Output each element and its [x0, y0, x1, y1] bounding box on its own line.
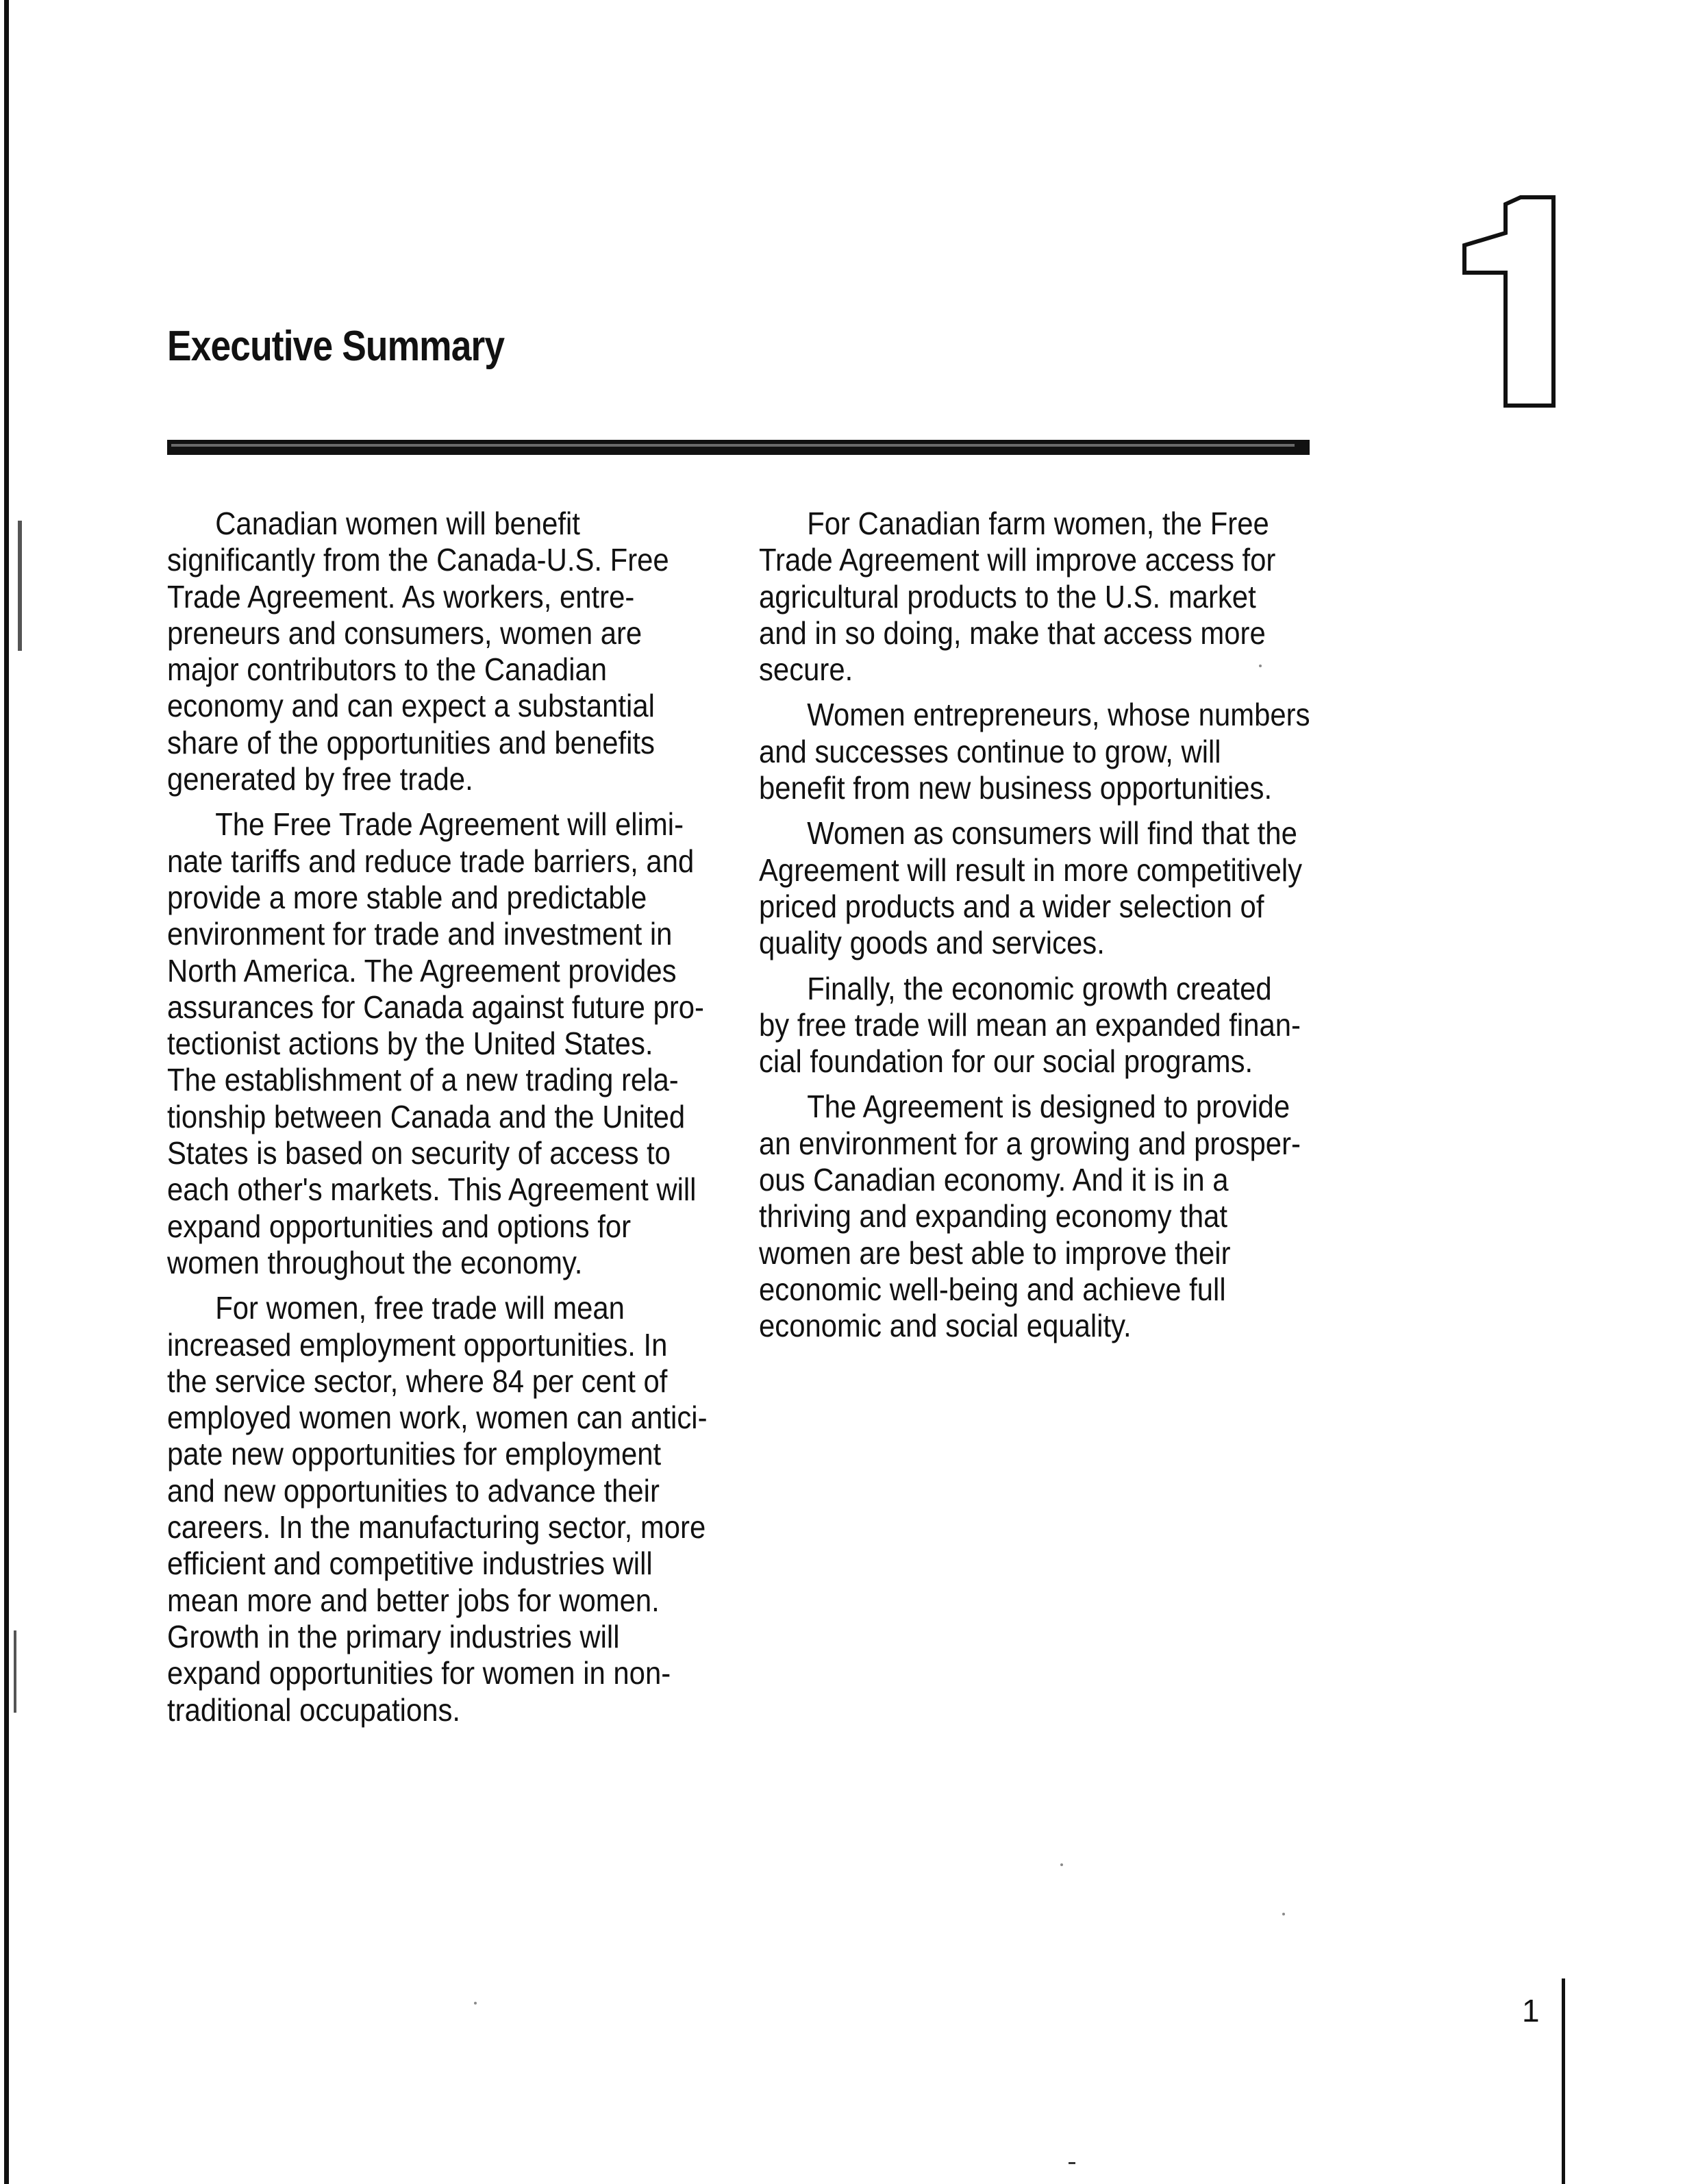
text-line: women throughout the economy. — [167, 1244, 583, 1280]
text-line: agricultural products to the U.S. market — [759, 578, 1256, 615]
text-line: The Agreement is designed to provide — [807, 1089, 1290, 1125]
text-line: States is based on security of access to — [167, 1135, 671, 1171]
text-line: by free trade will mean an expanded finan- — [759, 1006, 1301, 1043]
text-line: thriving and expanding economy that — [759, 1198, 1228, 1234]
scan-speck — [1282, 1913, 1285, 1915]
text-line: quality goods and services. — [759, 925, 1105, 961]
text-line: For Canadian farm women, the Free — [807, 506, 1269, 541]
paragraph — [759, 970, 1301, 1080]
text-line: Finally, the economic growth created — [807, 970, 1272, 1006]
text-line: Canadian women will benefit — [215, 506, 580, 541]
text-line: economy and can expect a substantial — [167, 688, 655, 724]
text-line: share of the opportunities and benefits — [167, 724, 655, 760]
text-line: secure. — [759, 652, 853, 688]
text-line: Women entrepreneurs, whose numbers — [807, 697, 1310, 733]
text-line: major contributors to the Canadian — [167, 652, 608, 688]
text-line: priced products and a wider selection of — [759, 888, 1264, 924]
text-line: North America. The Agreement provides — [167, 952, 677, 989]
page-number-rule — [1562, 1978, 1565, 2184]
text-line: tionship between Canada and the United — [167, 1098, 686, 1134]
text-line: economic well-being and achieve full — [759, 1271, 1226, 1307]
chapter-number-outline — [1459, 164, 1562, 425]
page-binding-edge — [4, 0, 9, 2184]
paragraph — [167, 506, 710, 797]
text-line: efficient and competitive industries will — [167, 1546, 653, 1582]
right-column — [759, 506, 1310, 1354]
text-line: ous Canadian economy. And it is in a — [759, 1162, 1229, 1198]
text-line: environment for trade and investment in — [167, 916, 673, 952]
text-line: and in so doing, make that access more — [759, 615, 1266, 651]
text-line: and successes continue to grow, will — [759, 733, 1221, 769]
text-line: For women, free trade will mean — [215, 1290, 625, 1326]
paragraph — [759, 506, 1289, 688]
text-line: nate tariffs and reduce trade barriers, and — [167, 843, 695, 879]
text-line: The Free Trade Agreement will elimi- — [215, 806, 684, 843]
text-line: expand opportunities and options for — [167, 1208, 632, 1244]
text-line: Growth in the primary industries will — [167, 1618, 620, 1654]
text-line: Trade Agreement. As workers, entre- — [167, 578, 635, 615]
text-line: preneurs and consumers, women are — [167, 615, 642, 651]
text-line: expand opportunities for women in non- — [167, 1655, 671, 1691]
page-title: Executive Summary — [167, 323, 505, 370]
text-line: increased employment opportunities. In — [167, 1326, 668, 1363]
text-line: The establishment of a new trading rela- — [167, 1062, 679, 1098]
text-line: employed women work, women can antici- — [167, 1400, 708, 1436]
text-line: an environment for a growing and prosper- — [759, 1125, 1301, 1161]
text-line: provide a more stable and predictable — [167, 879, 647, 915]
text-line: generated by free trade. — [167, 761, 473, 797]
binding-edge-mark — [14, 1630, 16, 1713]
binding-edge-mark — [18, 521, 22, 651]
paragraph — [759, 1089, 1301, 1344]
text-line: Women as consumers will find that the — [807, 815, 1297, 852]
paragraph — [167, 1290, 710, 1728]
text-line: economic and social equality. — [759, 1308, 1132, 1344]
text-line: women are best able to improve their — [759, 1234, 1231, 1271]
text-line: cial foundation for our social programs. — [759, 1043, 1253, 1080]
scan-speck — [1069, 2162, 1075, 2164]
page-number: 1 — [1522, 1993, 1540, 2028]
text-line: mean more and better jobs for women. — [167, 1582, 660, 1618]
text-line: tectionist actions by the United States. — [167, 1026, 653, 1062]
text-line: Agreement will result in more competitively — [759, 852, 1303, 888]
text-line: each other's markets. This Agreement will — [167, 1171, 697, 1208]
paragraph — [759, 697, 1310, 806]
text-line: traditional occupations. — [167, 1691, 461, 1728]
text-line: Trade Agreement will improve access for — [759, 542, 1276, 578]
text-line: significantly from the Canada-U.S. Free — [167, 542, 669, 578]
paragraph — [759, 815, 1303, 961]
text-line: benefit from new business opportunities. — [759, 770, 1273, 806]
text-line: pate new opportunities for employment — [167, 1436, 662, 1472]
title-rule — [167, 440, 1310, 455]
text-line: assurances for Canada against future pro- — [167, 989, 704, 1025]
text-line: the service sector, where 84 per cent of — [167, 1363, 668, 1399]
text-line: and new opportunities to advance their — [167, 1472, 660, 1509]
scan-speck — [474, 2002, 477, 2005]
title-rule-highlight — [171, 444, 1295, 447]
text-line: careers. In the manufacturing sector, more — [167, 1509, 706, 1546]
left-column — [167, 506, 710, 1737]
scan-speck — [1060, 1863, 1063, 1866]
scan-speck — [1259, 665, 1262, 667]
paragraph — [167, 806, 710, 1281]
